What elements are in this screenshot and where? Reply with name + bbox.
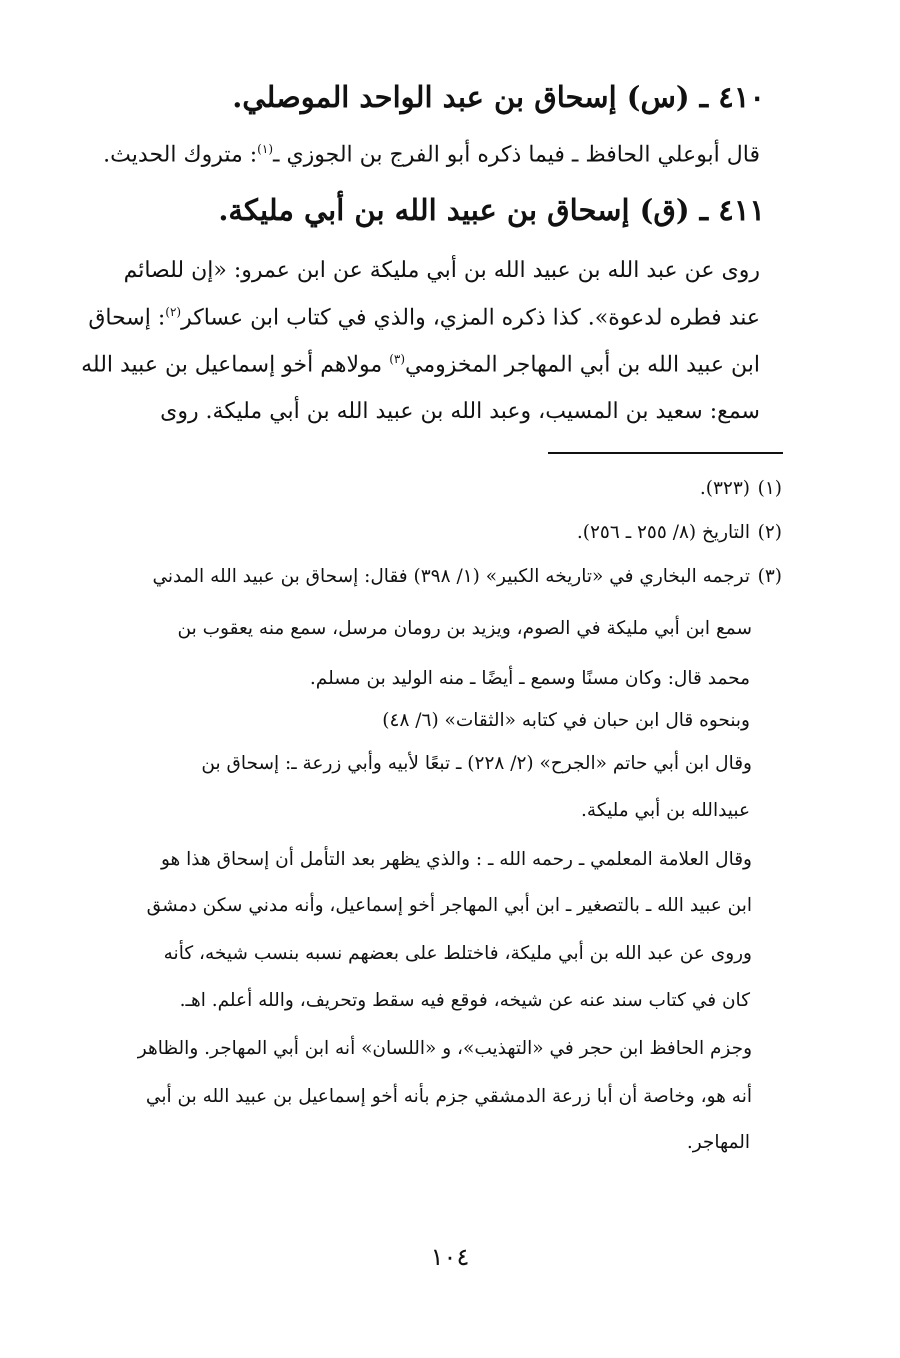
footnote-3-line-5: وقال ابن أبي حاتم «الجرح» (٢/ ٢٢٨) ـ تبعًا لأبيه وأبي زرعة ـ: إسحاق بن <box>201 753 752 774</box>
footnote-3-line-8: ابن عبيد الله ـ بالتصغير ـ ابن أبي المهاجر أخو إسماعيل، وأنه مدني سكن دمشق <box>146 895 752 916</box>
footnote-2-text: التاريخ (٨/ ٢٥٥ ـ ٢٥٦). <box>576 522 750 543</box>
footnote-3-number: (٣) <box>757 566 782 587</box>
footnote-3-line-9: وروى عن عبد الله بن أبي مليكة، فاختلط على بعضهم نسبه بنسب شيخه، كأنه <box>163 943 752 964</box>
footnote-3-line-11: وجزم الحافظ ابن حجر في «التهذيب»، و «اللسان» أنه ابن أبي المهاجر. والظاهر <box>137 1038 752 1059</box>
page-number: ١٠٤ <box>430 1243 470 1271</box>
entry-411-line-4: سمع: سعيد بن المسيب، وعبد الله بن عبيد الله بن أبي مليكة. روى <box>160 399 760 424</box>
footnote-1-number: (١) <box>757 478 782 499</box>
footnote-3-line-1: ترجمه البخاري في «تاريخه الكبير» (١/ ٣٩٨) فقال: إسحاق بن عبيد الله المدني <box>152 566 750 587</box>
footnote-3-line-10: كان في كتاب سند عنه عن شيخه، فوقع فيه سقط وتحريف، والله أعلم. اهـ. <box>179 990 750 1011</box>
entry-411-line-3: ابن عبيد الله بن أبي المهاجر المخزومي$^{(٣)}$ مولاهم أخو إسماعيل بن عبيد الله <box>81 352 760 378</box>
entry-410-text: قال أبوعلي الحافظ ـ فيما ذكره أبو الفرج بن الجوزي ـ$^{(١)}$: متروك الحديث. <box>103 142 760 168</box>
entry-411-line-1: روى عن عبد الله بن عبيد الله بن أبي مليكة عن ابن عمرو: «إن للصائم <box>123 258 760 283</box>
footnote-2-number: (٢) <box>757 522 782 543</box>
footnote-3-line-7: وقال العلامة المعلمي ـ رحمه الله ـ : والذي يظهر بعد التأمل أن إسحاق هذا هو <box>160 849 752 870</box>
footnote-separator <box>548 452 783 454</box>
entry-411-heading: ٤١١ ـ (ق) إسحاق بن عبيد الله بن أبي مليكة. <box>218 193 765 227</box>
footnote-3-line-6: عبيدالله بن أبي مليكة. <box>581 800 750 821</box>
entry-411-line-2: عند فطره لدعوة». كذا ذكره المزي، والذي في كتاب ابن عساكر$^{(٢)}$: إسحاق <box>88 305 760 331</box>
footnote-3-line-3: محمد قال: وكان مسنًا وسمع ـ أيضًا ـ منه الوليد بن مسلم. <box>309 668 750 689</box>
footnote-3-line-4: وبنحوه قال ابن حبان في كتابه «الثقات» (٦/ ٤٨) <box>382 710 750 731</box>
footnote-3-line-2: سمع ابن أبي مليكة في الصوم، ويزيد بن رومان مرسل، سمع منه يعقوب بن <box>177 618 752 639</box>
entry-410-heading: ٤١٠ ـ (س) إسحاق بن عبد الواحد الموصلي. <box>232 80 765 114</box>
footnote-3-line-12: أنه هو، وخاصة أن أبا زرعة الدمشقي جزم بأنه أخو إسماعيل بن عبيد الله بن أبي <box>145 1086 752 1107</box>
footnote-1-text: (٣٢٣). <box>699 478 750 499</box>
footnote-3-line-13: المهاجر. <box>686 1132 750 1153</box>
